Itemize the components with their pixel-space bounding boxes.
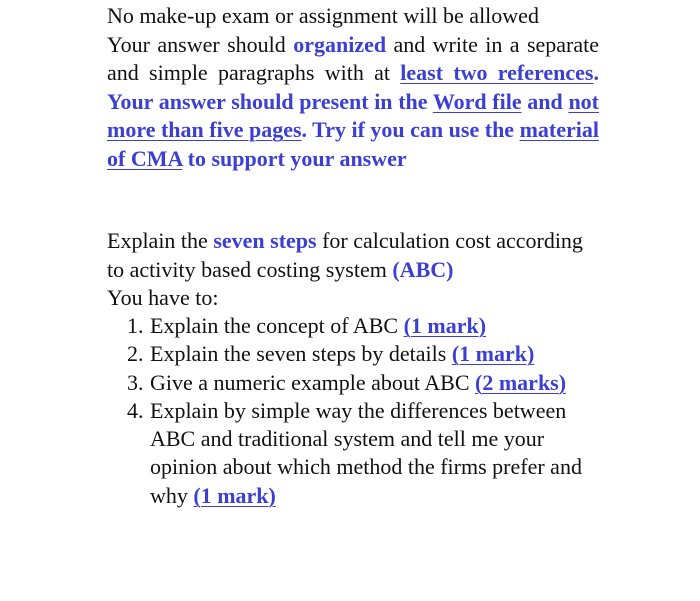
question-mid: for calculation cost according to activity based costing system xyxy=(107,228,583,282)
question-pre: Explain the xyxy=(107,228,214,253)
page-limit-link: not more than five pages xyxy=(107,88,599,143)
task-text: Explain by simple way the differences between ABC and traditional system and tell me your opinion about which method the firms prefer and why xyxy=(150,397,582,508)
list-item xyxy=(107,369,602,397)
instr-text: Your answer should xyxy=(107,31,294,57)
mark-link: (1 mark) xyxy=(403,313,487,338)
question-paragraph xyxy=(107,227,599,313)
instr-text-bold: and xyxy=(521,88,569,114)
list-number: 4. xyxy=(127,397,144,423)
list-number: 3. xyxy=(127,369,144,395)
mark-link: (2 marks) xyxy=(475,369,567,395)
list-item xyxy=(107,340,602,368)
instr-punct: . xyxy=(301,117,308,143)
instr-text-bold: Your answer should present in the xyxy=(107,88,433,114)
mark-link: (1 mark) xyxy=(193,482,276,508)
list-item xyxy=(107,397,602,510)
task-text: Give a numeric example about ABC xyxy=(150,369,476,395)
task-text: Explain the concept of ABC xyxy=(150,313,404,338)
question-text xyxy=(107,227,599,284)
instructions-body xyxy=(107,31,599,174)
list-number: 1. xyxy=(127,313,144,338)
no-makeup-notice: No make-up exam or assignment will be allowed xyxy=(107,3,539,28)
seven-steps-keyword: seven steps xyxy=(213,228,317,253)
instr-text: and write in a separate and simple paragraphs with at xyxy=(107,31,599,86)
cma-material-link: material of CMA xyxy=(107,117,599,171)
you-have-to-label: You have to: xyxy=(107,285,219,311)
task-list xyxy=(107,312,602,510)
list-number: 2. xyxy=(127,341,144,367)
least-two-references-link: least two references xyxy=(400,60,594,86)
task-text: Explain the seven steps by details xyxy=(150,341,452,367)
abc-keyword: (ABC) xyxy=(392,256,454,282)
instr-text-bold: to support your answer xyxy=(182,145,407,171)
instr-punct: . xyxy=(593,60,599,86)
mark-link: (1 mark) xyxy=(451,341,535,367)
instr-text-bold: Try if you can use the xyxy=(307,117,520,143)
list-item xyxy=(107,312,602,340)
word-file-link: Word file xyxy=(432,88,522,114)
instructions-paragraph xyxy=(107,2,599,174)
organized-keyword: organized xyxy=(293,31,387,57)
